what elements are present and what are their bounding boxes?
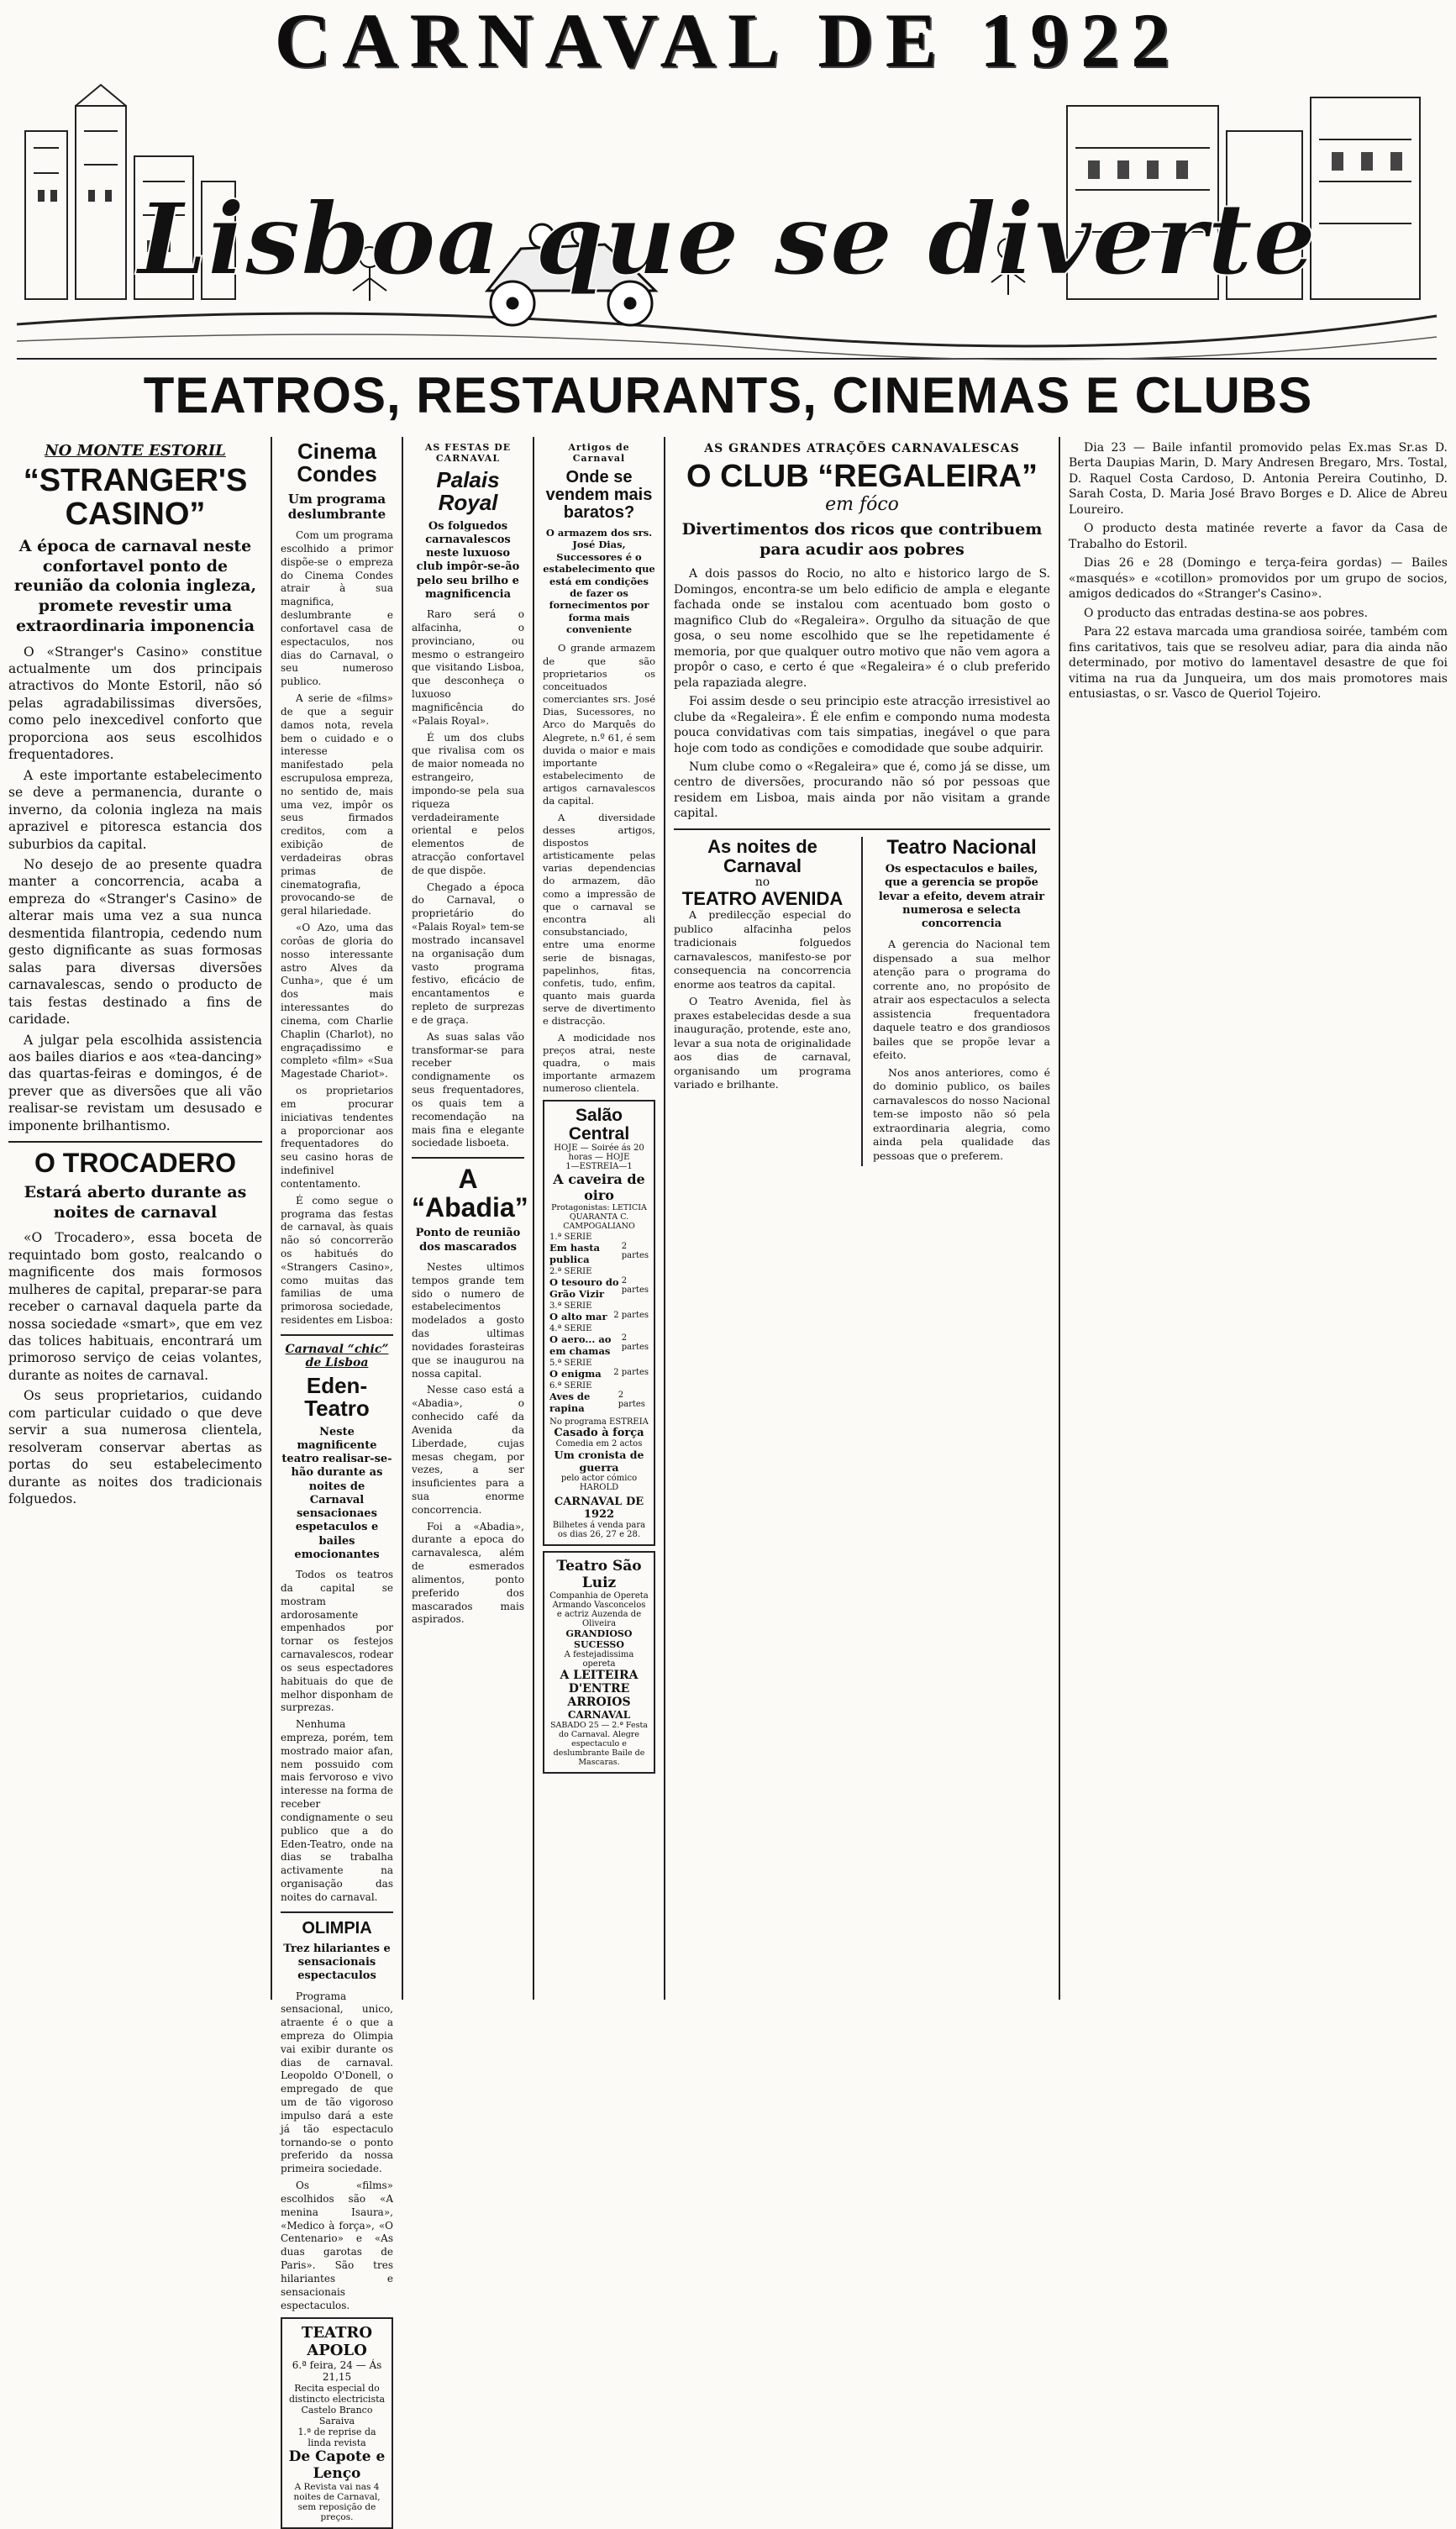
ad-title: Salão Central [568, 1106, 630, 1144]
ad-title: Teatro São Luiz [556, 1558, 642, 1592]
subheadline: em fóco [825, 493, 899, 515]
paragraph: Dias 26 e 28 (Domingo e terça-feira gordas) — Bailes «masqués» e «cotillon» promovidos por um grupo de socios, amigos dedicados do «Stranger's Casino». [1069, 556, 1448, 602]
series-title: Em hasta publica [549, 1242, 600, 1266]
paragraph: «O Trocadero», essa boceta de requintado bom gosto, realcando o magnificente dos mais formosos mulheres de capital, preparar-se para receber o carnaval daquela parte da nossa sociedade «smart», que em vez das tolices habituais, encontrará um primoroso serviço de ceias volantes, durante as noites de carnaval. [8, 1230, 262, 1383]
paragraph: Programa sensacional, unico, atraente é o que a empreza do Olimpia vai exibir durante os dias de carnaval. Leopoldo O'Donell, o empregado de que um de tão vigoroso impulso dará a este já tão espectaculo tornando-se o ponto preferido da nossa primeira sociedade. [281, 1990, 393, 2175]
column-club-regaleira [665, 437, 1059, 2000]
series-row [549, 1359, 649, 1380]
divider [674, 828, 1050, 830]
kicker: AS GRANDES ATRAÇÕES CARNAVALESCAS [704, 442, 1020, 455]
series-parts: 2 partes [621, 1333, 649, 1353]
ad-line: 6.ª feira, 24 — Ás 21,15 [292, 2359, 382, 2384]
paragraph: Nenhuma empreza, porém, tem mostrado maior afan, nem possuido com mais fervoroso e vivo interesse na forma de receber condignamente o seu publico que a do Eden-Teatro, onde na dias se trabalha activamente na organisação das noites do carnaval. [281, 1718, 393, 1903]
headline: O TROCADERO [34, 1148, 236, 1179]
dek: Neste magnificente teatro realisar-se-hão durante as noites de Carnaval sensacionaes espetaculos e bailes emocionantes [281, 1425, 392, 1561]
paragraph: É como segue o programa das festas de carnaval, às quais não só concorrerão os habitués do «Strangers Casino», como muitas das familias de uma primorosa sociedade, residentes em Lisboa: [281, 1194, 393, 1327]
kicker: AS FESTAS DE CARNAVAL [424, 442, 512, 464]
headline: O CLUB “REGALEIRA” [686, 459, 1038, 494]
dek: Estará aberto durante as noites de carnaval [24, 1182, 247, 1222]
article-body [674, 566, 1050, 822]
paragraph: «O Azo, uma das corôas de gloria do nosso interessante astro Alves da Cunha», que é um dos mais interessantes do cinema, com Charlie Chaplin (Charlot), no engraçadissimo e completo «film» «Sua Magestade Chariot». [281, 922, 393, 1080]
ad-line: No programa ESTREIA [549, 1417, 649, 1427]
ad-line: GRANDIOSO SUCESSO [565, 1628, 633, 1651]
series-line [549, 1311, 649, 1322]
ad-line: e actriz Auzenda de Oliveira [556, 1610, 642, 1629]
masthead-title: CARNAVAL DE 1922 [274, 0, 1182, 83]
kicker: NO MONTE ESTORIL [45, 442, 226, 460]
paragraph: Num clube como o «Regaleira» que é, como já se disse, um centro de diversões, procurando não só por pessoas que residem em Lisboa, mais ainda por não visitam a grande capital. [674, 760, 1050, 821]
paragraph: A predilecção especial do publico alfacinha pelos tradicionais folguedos carnavalescos, manifesto-se por consequencia na concorrencia enorme aos teatros da capital. [674, 908, 851, 991]
dek: A época de carnaval neste confortavel ponto de reunião da colonia ingleza, promete revestir uma extraordinaria imponencia [13, 536, 257, 635]
headline: A “Abadia” [412, 1164, 528, 1222]
headline: Cinema Condes [297, 439, 377, 487]
series-parts: 2 partes [621, 1242, 649, 1261]
ad-line: pelo actor cómico HAROLD [560, 1474, 638, 1493]
series-row [549, 1324, 649, 1357]
article-body [412, 1261, 524, 1627]
ad-line: Recita especial do distincto electricista Castelo Branco Saraiva [288, 2383, 386, 2427]
article-body [281, 529, 393, 1328]
paragraph: O «Stranger's Casino» constitue actualmente um dos principais atractivos do Monte Estoril, não só pelas agradabilissimas diversões, como pelo inexcedivel conforto que proporciona aos seus escolhidos frequentadores. [8, 644, 262, 763]
article-body [674, 908, 851, 1092]
paragraph: O Teatro Avenida, fiel às praxes estabelecidas desde a sua inauguração, protende, este ano, levar a sua nota de originalidade aos dias de carnaval, organisando um programa variado e brilhante. [674, 995, 851, 1091]
ad-line: Casado à força [554, 1427, 644, 1440]
dek: O armazem dos srs. José Dias, Successores é o estabelecimento que está em condições de fazer os fornecimentos por forma mais conveniente [543, 527, 655, 635]
divider [8, 1141, 262, 1143]
headline: Palais Royal [436, 467, 500, 516]
paragraph: A este importante estabelecimento se deve a permanencia, durante o inverno, da colonia ingleza na mais aprazivel e pitoresca estancia dos suburbios da capital. [8, 767, 262, 852]
ad-line: A festejadissima opereta [564, 1650, 634, 1669]
series-number: 5.ª SERIE [549, 1359, 592, 1369]
ad-line: CARNAVAL [567, 1709, 631, 1722]
paragraph: O producto desta matinée reverte a favor da Casa de Trabalho do Estoril. [1069, 522, 1448, 551]
series-number: 6.ª SERIE [549, 1381, 592, 1391]
ad-line: 1—ESTREIA—1 [565, 1162, 633, 1172]
ad-line: SABADO 25 — 2.ª Festa do Carnaval. Alegre espectaculo e deslumbrante Baile de Mascaras. [550, 1721, 648, 1768]
ad-feature-title: De Capote e Lenço [288, 2448, 386, 2483]
series-number: 2.ª SERIE [549, 1267, 592, 1277]
series-line [549, 1242, 649, 1265]
paragraph: A gerencia do Nacional tem dispensado a sua melhor atenção para o programa do corrente ano, no propósito de atrair aos espectaculos a selecta assistencia frequentadora daquele teatro e dos grandiosos bailes que se propõe levar a efeito. [873, 938, 1050, 1062]
paragraph: A julgar pela escolhida assistencia aos bailes diarios e aos «tea-dancing» das quartas-feiras e domingos, é de prever que as diversões que ali vão realisar-se revistam um desusado e imponente brilhantismo. [8, 1032, 262, 1133]
divider [281, 1334, 393, 1336]
column-palais-royal [403, 437, 533, 2000]
paragraph: O producto das entradas destina-se aos pobres. [1084, 606, 1369, 620]
paragraph: Chegado a época do Carnaval, o proprietário do «Palais Royal» tem-se mostrado incansavel na organisação dum vasto programa festivo, eficácio de encantamentos e repleto de surprezas e de graça. [412, 881, 524, 1026]
headline: OLIMPIA [302, 1918, 372, 1937]
series-title: O tesouro do Grão Vizir [549, 1276, 619, 1301]
paragraph: Nestes ultimos tempos grande tem sido o numero de estabelecimentos modelados a gosto das ultimas novidades forasteiras que se inaugurou na nossa capital. [412, 1260, 524, 1380]
paragraph: O grande armazem de que são proprietarios os conceituados comerciantes srs. José Dias, Sucessores, no Arco do Marquês do Alegrete, n.º 61, é sem duvida o maior e mais importante estabelecimento de artigos carnavalescos da capital. [543, 642, 655, 807]
ad-line: CARNAVAL DE 1922 [554, 1496, 644, 1522]
banner-script-title: Lisboa que se diverte [137, 181, 1317, 297]
paragraph: Nos anos anteriores, como é do dominio publico, os bailes carnavalescos do nosso Nacional tem-se imposto não só pela extraordinaria alegria, como ainda pela qualidade das pessoas que o preferem. [873, 1065, 1050, 1162]
column-cinema-condes [272, 437, 402, 2523]
article-teatro-nacional [873, 837, 1050, 1166]
paragraph: Com um programa escolhido a primor dispõe-se o empreza do Cinema Condes atrair à sua magnifica, deslumbrante e confortavel casa de espectaculos, nos dias do Carnaval, o seu numeroso publico. [281, 529, 393, 688]
series-row [549, 1301, 649, 1322]
series-title: Aves de rapina [549, 1391, 591, 1415]
paragraph: No desejo de ao presente quadra manter a concorrencia, acaba a empreza do «Stranger's Casino» de alterar mais uma vez a sua nunca desmentida filantropia, cedendo num gesto dignificante as suas formosas salas para diversas diversões carnavalescas, sendo o producto de tais festas destinado a fins de caridade. [8, 856, 262, 1028]
series-line [549, 1368, 649, 1380]
dek: Trez hilariantes e sensacionais espectaculos [283, 1942, 391, 1983]
paragraph: Nesse caso está a «Abadia», o conhecido café da Avenida da Liberdade, cujas mesas chegam, por vezes, a ser insuficientes para a sua enorme concorrencia. [412, 1384, 524, 1516]
paragraph: A diversidade desses artigos, dispostos artisticamente pelas varias dependencias do armazem, dão como a impressão de que o carnaval se encontra ali consubstanciado, entre uma enorme serie de bisnagas, papelinhos, fitas, confetis, tudo, enfim, quanto mais guarda serve de divertimento e distracção. [543, 811, 655, 1028]
article-body [281, 1569, 393, 1905]
article-teatro-avenida [674, 837, 851, 1166]
paragraph: A modicidade nos preços atrai, neste quadra, o mais importante armazem numeroso clientela. [543, 1031, 655, 1095]
banner-illustration [17, 81, 1437, 358]
series-parts: 2 partes [621, 1276, 649, 1296]
ad-feature-title: D'ENTRE ARROIOS [567, 1682, 631, 1710]
headline: TEATRO AVENIDA [681, 888, 844, 910]
series-number: 1.ª SERIE [549, 1233, 592, 1243]
headline: As noites de Carnaval [707, 835, 817, 876]
ad-line: A Revista vai nas 4 noites de Carnaval, sem reposição de preços. [293, 2482, 381, 2523]
series-number: 3.ª SERIE [549, 1301, 592, 1312]
paragraph: A serie de «films» de que a seguir damos nota, revela bem o cuidado e o interesse manifestado pela escrupulosa empreza, no sentido de, mais uma vez, impôr os seus firmados creditos, com a exibição de verdadeiras obras primas de cinematografia, provocando-se de geral hilariedade. [281, 692, 393, 917]
ad-line: Companhia de Opereta Armando Vasconcelos [549, 1591, 649, 1611]
ad-line: Bilhetes á venda para os dias 26, 27 e 28. [552, 1521, 646, 1540]
divider [412, 1157, 524, 1159]
column-strangers-casino [0, 437, 271, 2000]
paragraph: As suas salas vão transformar-se para receber condignamente os seus frequentadores, os quais tem a recomendação na mais fina e elegante sociedade lisboeta. [412, 1030, 524, 1149]
teatro-sao-luiz-ad [543, 1551, 655, 1774]
headline: Eden-Teatro [304, 1372, 370, 1422]
column-regaleira-continued [1060, 437, 1456, 2000]
paragraph: Raro será o alfacinha, o provinciano, ou mesmo o estrangeiro que visitando Lisboa, que desconheça o luxuoso magnificência do «Palais Royal». [412, 608, 524, 727]
series-title: O enigma [549, 1368, 602, 1380]
paragraph: Os seus proprietarios, cuidando com particular cuidado o que deve servir a sua numerosa clientela, resolveram conservar abertas as portas do seu estabelecimento durante as noites dos tradicionais folguedos. [8, 1388, 262, 1507]
divider [281, 1911, 393, 1913]
article-body [543, 642, 655, 1095]
series-parts: 2 partes [613, 1368, 649, 1378]
paragraph: Foi a «Abadia», durante a epoca do carnavalesca, além de esmerados alimentos, ponto preferido dos mascarados mais aspirados. [412, 1520, 524, 1626]
kicker: Artigos de Carnaval [568, 442, 630, 464]
salao-central-ad [543, 1100, 655, 1546]
series-list [549, 1233, 649, 1414]
article-body [412, 608, 524, 1150]
ad-line: Um cronista de guerra [554, 1449, 644, 1475]
ad-line: Protagonistas: LETICIA QUARANTA C. CAMPOGALIANO [551, 1203, 647, 1232]
dek: Os folguedos carnavalescos neste luxuoso club impôr-se-ão pelo seu brilho e magnificencia [416, 519, 520, 601]
paragraph: os proprietarios em procurar iniciativas tendentes a proporcionar aos frequentadores do seu casino horas de indefinivel contentamento. [281, 1085, 393, 1190]
series-row [549, 1381, 649, 1414]
dek: Um programa deslumbrante [287, 491, 386, 523]
paragraph: É um dos clubs que rivalisa com os de maior nomeada no estrangeiro, impondo-se pela sua riqueza verdadeiramente oriental e pelos elementos de atracção confortavel de que dispõe. [412, 731, 524, 876]
bottom-articles [674, 837, 1050, 1166]
illustrated-banner [17, 81, 1437, 360]
dek: Ponto de reunião dos mascarados [415, 1227, 521, 1254]
paragraph: Dia 23 — Baile infantil promovido pelas Ex.mas Sr.as D. Berta Daupias Marin, D. Mary Andresen Bregaro, Mrs. Tostal, D. Raquel Costa Cardoso, D. Antonia Pereira Coutinho, D. Sarah Costa, D. Maria José Bravo Borges e D. Alice de Abreu Loureiro. [1069, 441, 1448, 517]
series-line [549, 1333, 649, 1357]
ad-line: HOJE — Soirée ás 20 horas — HOJE [554, 1144, 644, 1163]
series-row [549, 1267, 649, 1300]
headline: “STRANGER'S CASINO” [23, 463, 248, 532]
teatro-apolo-ad [281, 2317, 393, 2529]
ad-line: 1.ª de reprise da linda revista [297, 2426, 376, 2449]
paragraph: Foi assim desde o seu principio este atracção irresistivel ao clube da «Regaleira». É ele enfim e compondo numa modesta pouca convidativas com tais simpatias, inegável o que para hoje com todo as condições e comodidade que soube adquirir. [674, 695, 1050, 755]
series-parts: 2 partes [613, 1311, 649, 1321]
article-body [8, 1229, 262, 1507]
paragraph: Todos os teatros da capital se mostram ardorosamente empenhados por tornar os festejos carnavalescos, rodear os seus espectadores habituais do que de melhor disponham de surprezas. [281, 1569, 393, 1714]
series-line [549, 1276, 649, 1300]
series-title: O alto mar [549, 1311, 607, 1323]
paragraph: Os «films» escolhidos são «A menina Isaura», «Medico à força», «O Centenario» e «As duas garotas de Paris». São tres hilariantes e sensacionais espectaculos. [281, 2179, 393, 2311]
headline: Onde se vendem mais baratos? [545, 468, 653, 522]
paragraph: Para 22 estava marcada uma grandiosa soirée, também com fins caritativos, tais que se resolveu adiar, para dia ainda não determinado, por motivo do lamentavel desastre de que foi vitima na rua da Junqueira, um dos mais promotores mais entusiastas, o sr. Vasco de Queriol Tojeiro. [1069, 625, 1448, 702]
dek: Os espectaculos e bailes, que a gerencia se propõe levar a efeito, devem atrair numerosa e selecta concorrencia [878, 863, 1045, 931]
column-artigos-carnaval [534, 437, 664, 2000]
article-body [1069, 440, 1448, 702]
ad-feature-title: A caveira de oiro [553, 1171, 645, 1204]
headline-connector: no [754, 875, 770, 890]
ad-title: TEATRO APOLO [301, 2324, 373, 2360]
series-line [549, 1391, 649, 1414]
paragraph: A dois passos do Rocio, no alto e historico largo de S. Domingos, encontra-se um belo edificio de ampla e elegante fachada onde se instalou com acentuado bom gosto o magnifico Club do «Regaleira». Orgulho da situação de que gosa, o seu nome escolhido que se lhe repetidamente é memoria, por que qualquer outro motivo que não vem agora a propôr o caso, e certo é que «Regaleira» é o club preferido pela rapaziada alegre. [674, 567, 1050, 690]
ad-feature-title: A LEITEIRA [560, 1669, 639, 1683]
ad-line: Comedia em 2 actos [555, 1439, 643, 1449]
kicker: Carnaval “chic” de Lisboa [285, 1342, 389, 1370]
headline: Teatro Nacional [886, 835, 1037, 859]
series-title: O aero... ao em chamas [549, 1333, 612, 1358]
series-number: 4.ª SERIE [549, 1324, 592, 1334]
article-body [281, 1990, 393, 2313]
article-body [873, 938, 1050, 1163]
dek: Divertimentos dos ricos que contribuem para acudir aos pobres [681, 519, 1043, 559]
column-rule [861, 837, 863, 1166]
section-subhead: TEATROS, RESTAURANTS, CINEMAS E CLUBS [143, 366, 1313, 423]
series-parts: 2 partes [618, 1391, 645, 1410]
series-row [549, 1233, 649, 1265]
article-body [8, 644, 262, 1135]
